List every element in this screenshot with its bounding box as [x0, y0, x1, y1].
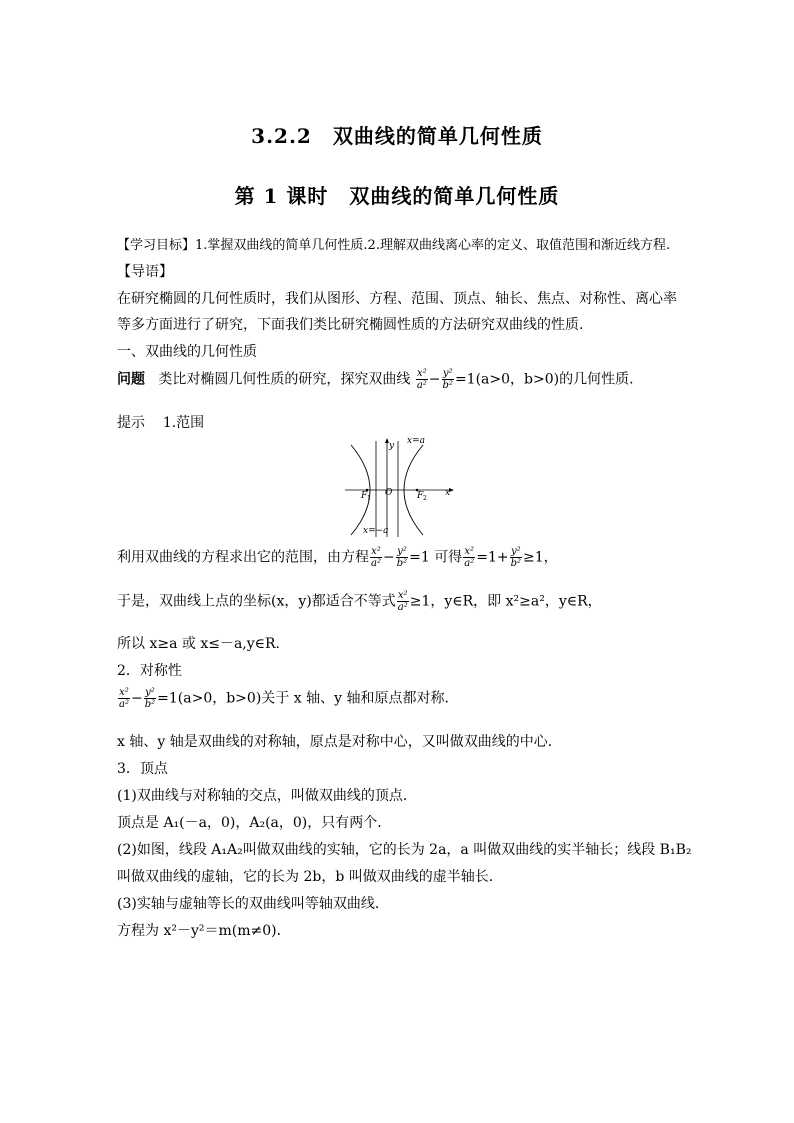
vertex-p3a: (2)如图，线段 A₁A₂叫做双曲线的实轴，它的长为 2a，a 叫做双曲线的实半轴长；线段 B₁B₂ — [117, 842, 692, 858]
fraction-x2-a2: $\frac{\text{x²}}{\text{a²}}$ — [416, 368, 427, 391]
question-line: 问题 类比对椭圆几何性质的研究，探究双曲线 $\frac{\text{x²}}{\text{a²}}$ − $\frac{\text{y²}}{\text{b²}}$ =1(a>0，b>0)的几何性质. — [117, 368, 634, 391]
label-f1-sub: 1 — [367, 495, 371, 502]
hint-line — [117, 412, 204, 432]
label-f2-sub: 2 — [423, 495, 427, 502]
label-origin: O — [385, 488, 393, 498]
vertex-heading: 3．顶点 — [117, 761, 168, 777]
hint-item: 1.范围 — [162, 415, 205, 431]
range-line-3: 所以 x≥a 或 x≤－a,y∈R. — [117, 636, 281, 652]
symmetry-line-2: x 轴、y 轴是双曲线的对称轴，原点是对称中心，又叫做双曲线的中心． — [117, 734, 562, 750]
label-f1: F — [361, 491, 368, 501]
label-y: y — [389, 441, 395, 451]
symmetry-heading: 2．对称性 — [117, 663, 182, 679]
vertex-p1: (1)双曲线与对称轴的交点，叫做双曲线的顶点． — [117, 788, 417, 804]
question-label: 问题 — [117, 371, 145, 388]
label-x-eq-neg-a: x=−a — [363, 526, 389, 536]
label-x: x — [445, 488, 451, 498]
range-line-2: 于是，双曲线上点的坐标(x，y)都适合不等式 $\frac{\text{x²}}{\text{a²}}$ ≥1，y∈R，即 x²≥a²，y∈R， — [117, 590, 602, 613]
intro-line-2: 等多方面进行了研究，下面我们类比研究椭圆性质的方法研究双曲线的性质. — [117, 317, 584, 333]
objective-label: 【学习目标】 — [117, 238, 196, 253]
vertex-p5: 方程为 x²－y²＝m(m≠0)． — [117, 923, 291, 939]
symmetry-line-1: $\frac{\text{x²}}{\text{a²}}$ − $\frac{\text{y²}}{\text{b²}}$ =1(a>0，b>0)关于 x 轴、y 轴和原点都对称． — [119, 687, 459, 710]
page-subtitle: 第 1 课时 双曲线的简单几何性质 — [234, 184, 560, 208]
hyperbola-figure — [343, 433, 460, 540]
vertex-p3b: 叫做双曲线的虚轴，它的长为 2b，b 叫做双曲线的虚半轴长． — [117, 869, 503, 885]
vertex-p4: (3)实轴与虚轴等长的双曲线叫等轴双曲线． — [117, 896, 389, 912]
section-heading: 一、双曲线的几何性质 — [117, 344, 257, 360]
objective-text: 1.掌握双曲线的简单几何性质.2.理解双曲线离心率的定义、取值范围和渐近线方程. — [195, 238, 671, 253]
page-title: 3.2.2 双曲线的简单几何性质 — [251, 124, 543, 148]
label-f2: F — [417, 491, 424, 501]
range-line-1: 利用双曲线的方程求出它的范围，由方程 $\frac{\text{x²}}{\text{a²}}$ − $\frac{\text{y²}}{\text{b²}}$ =1 可得 $\frac{\text{x²}}{\text{a²}}$ =1+ $\frac{\text{y²}}{\text{b²}}$ ≥1， — [117, 546, 558, 569]
intro-label: 【导语】 — [117, 264, 173, 280]
question-pre: 类比对椭圆几何性质的研究，探究双曲线 — [158, 371, 411, 388]
fraction-y2-b2: $\frac{\text{y²}}{\text{b²}}$ — [442, 368, 453, 391]
intro-line-1: 在研究椭圆的几何性质时，我们从图形、方程、范围、顶点、轴长、焦点、对称性、离心率 — [117, 291, 677, 307]
vertex-p2: 顶点是 A₁(－a，0)，A₂(a，0)，只有两个． — [117, 815, 392, 831]
label-x-eq-a: x=a — [407, 436, 425, 446]
question-condition: =1(a>0，b>0) — [454, 371, 560, 388]
question-post: 的几何性质. — [559, 371, 634, 388]
learning-objective — [117, 234, 670, 253]
hint-label: 提示 — [117, 415, 145, 431]
